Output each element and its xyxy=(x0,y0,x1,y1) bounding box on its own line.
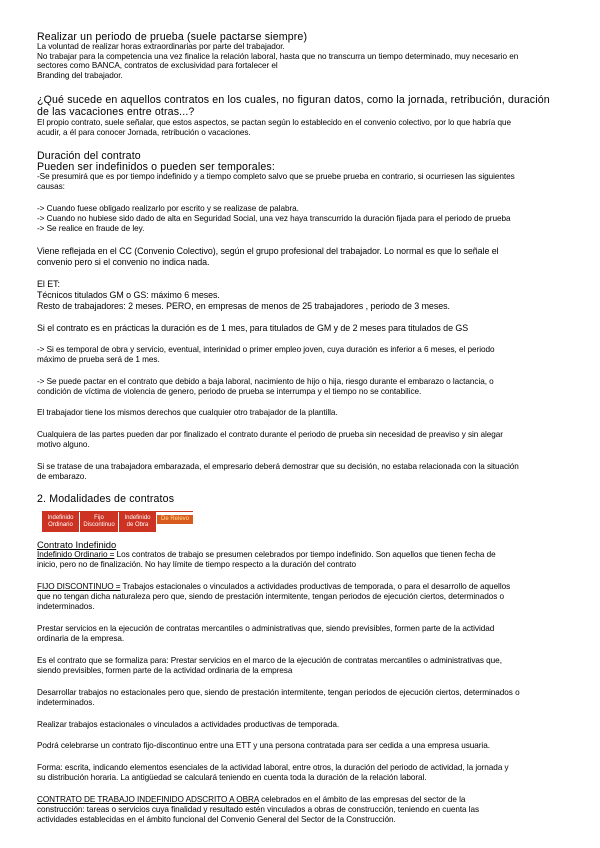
et-heading: El ET: xyxy=(37,279,60,289)
body-line: convenio pero si el convenio no indica nada. xyxy=(37,257,210,267)
list-item: condición de víctima de violencia de genero, periodo de prueba se interrumpa y el tiempo no se contabilice. xyxy=(37,387,422,396)
body-line: ordinaria de la empresa. xyxy=(37,634,125,643)
list-item: máximo de prueba será de 1 mes. xyxy=(37,355,160,364)
body-line: -Se presumirá que es por tiempo indefinido y a tiempo completo salvo que se pruebe prueba en contrario, si ocurriesen las siguientes xyxy=(37,172,515,181)
section-heading-modalidades: 2. Modalidades de contratos xyxy=(37,493,175,505)
body-line: Resto de trabajadores: 2 meses. PERO, en empresas de menos de 25 trabajadores , periodo de 3 meses. xyxy=(37,301,450,311)
body-line: sectores como BANCA, contratos de exclusividad para fortalecer el xyxy=(37,61,278,70)
section-heading-question: ¿Qué sucede en aquellos contratos en los cuales, no figuran datos, como la jornada, retribución, duración xyxy=(37,94,550,106)
body-line: FIJO DISCONTINUO = Trabajos estacionales o vinculados a actividades productivas de temporada, o para el desarrollo de aquellos xyxy=(37,582,511,591)
body-line: siendo previsibles, formen parte de la actividad ordinaria de la empresa xyxy=(37,666,293,675)
body-line: su distribución horaria. La antigüedad se calculará teniendo en cuenta toda la duración de la relación laboral. xyxy=(37,773,427,782)
body-line: Desarrollar trabajos no estacionales pero que, siendo de prestación intermitente, tengan periodos de ejecución ciertos, determinados o xyxy=(37,688,520,697)
body-line: El trabajador tiene los mismos derechos que cualquier otro trabajador de la plantilla. xyxy=(37,408,338,417)
body-line: que no tengan dicha naturaleza pero que, siendo de prestación intermitente, tengan periodos de ejecución ciertos, determinados o xyxy=(37,592,504,601)
body-line: actividades establecidas en el ámbito funcional del Convenio General del Sector de la Construcción. xyxy=(37,815,396,824)
body-line: Forma: escrita, indicando elementos esenciales de la actividad laboral, entre otros, la duración del periodo de actividad, la jornada y xyxy=(37,763,509,772)
body-line: Podrá celebrarse un contrato fijo-discontinuo entre una ETT y una persona contratada para ser cedida a una empresa usuaria. xyxy=(37,741,490,750)
body-line: Es el contrato que se formaliza para: Prestar servicios en el marco de la ejecución de contratas mercantiles o administrativas que, xyxy=(37,656,502,665)
body-line: CONTRATO DE TRABAJO INDEFINIDO ADSCRITO A OBRA celebrados en el ámbito de las empresas del sector de la xyxy=(37,795,466,804)
list-item: -> Cuando no hubiese sido dado de alta en Seguridad Social, una vez haya transcurrido la duración fijada para el periodo de prueba xyxy=(37,214,511,223)
body-line: No trabajar para la competencia una vez finalice la relación laboral, hasta que no transcurra un tiempo determinado, muy necesario en xyxy=(37,52,519,61)
body-line: Cualquiera de las partes pueden dar por finalizado el contrato durante el periodo de prueba sin necesidad de preaviso y sin alegar xyxy=(37,430,503,439)
chip-indefinido-ordinario: Indefinido Ordinario xyxy=(42,511,79,532)
list-item: -> Si es temporal de obra y servicio, eventual, interinidad o primer empleo joven, cuya duración es inferior a 6 meses, el periodo xyxy=(37,345,495,354)
section-heading-duracion: Duración del contrato xyxy=(37,150,141,162)
body-line: Si el contrato es en prácticas la duración es de 1 mes, para titulados de GM y de 2 meses para titulados de GS xyxy=(37,323,469,333)
body-line: indeterminados. xyxy=(37,602,95,611)
body-line: indeterminados. xyxy=(37,698,95,707)
list-item: -> Se realice en fraude de ley. xyxy=(37,224,145,233)
term-fijo-discontinuo: FIJO DISCONTINUO = xyxy=(37,582,121,591)
section-heading-question-cont: de las vacaciones entre otras...? xyxy=(37,106,195,118)
subheading-contrato-indefinido: Contrato Indefinido xyxy=(37,539,117,550)
body-line: El propio contrato, suele señalar, que estos aspectos, se pactan según lo establecido en el convenio colectivo, por lo que habría que xyxy=(37,118,511,127)
term-indefinido-obra: CONTRATO DE TRABAJO INDEFINIDO ADSCRITO A OBRA xyxy=(37,795,259,804)
body-line: acudir, a él para conocer Jornada, retribución o vacaciones. xyxy=(37,128,251,137)
body-line: causas: xyxy=(37,182,65,191)
body-line: Si se tratase de una trabajadora embarazada, el empresario deberá demostrar que su decisión, no estaba relacionada con la situación xyxy=(37,462,519,471)
body-line: Indefinido Ordinario = Los contratos de trabajo se presumen celebrados por tiempo indefinido. Son aquellos que tienen fecha de xyxy=(37,550,496,559)
chip-fijo-discontinuo: Fijo Discontinuo xyxy=(80,511,118,532)
body-line: construcción: tareas o servicios cuya finalidad y resultado estén vinculados a obras de construcción, teniendo en cuenta las xyxy=(37,805,480,814)
body-line: Técnicos titulados GM o GS: máximo 6 meses. xyxy=(37,290,220,300)
body-line: Viene reflejada en el CC (Convenio Colectivo), según el grupo profesional del trabajador. Lo normal es que lo señale el xyxy=(37,246,499,256)
body-line: Branding del trabajador. xyxy=(37,71,123,80)
body-line: La voluntad de realizar horas extraordinarias por parte del trabajador. xyxy=(37,42,285,51)
body-line: motivo alguno. xyxy=(37,440,90,449)
term-indefinido-ordinario: Indefinido Ordinario = xyxy=(37,550,115,559)
list-item: -> Se puede pactar en el contrato que debido a baja laboral, nacimiento de hijo o hija, riesgo durante el embarazo o lactancia, o xyxy=(37,377,494,386)
body-line: inicio, pero no de finalización. No hay límite de tiempo respecto a la duración del contrato xyxy=(37,560,356,569)
body-line: Realizar trabajos estacionales o vinculados a actividades productivas de temporada. xyxy=(37,720,340,729)
body-line: Prestar servicios en la ejecución de contratas mercantiles o administrativas que, siendo previsibles, formen parte de la actividad xyxy=(37,624,495,633)
section-heading-periodo-prueba: Realizar un periodo de prueba (suele pactarse siempre) xyxy=(37,31,308,43)
chip-de-relevo: De Relevo xyxy=(157,515,193,524)
body-line: de embarazo. xyxy=(37,472,87,481)
chip-indefinido-obra: Indefinido de Obra xyxy=(119,511,156,532)
list-item: -> Cuando fuese obligado realizarlo por escrito y se realizase de palabra. xyxy=(37,204,299,213)
section-subheading: Pueden ser indefinidos o pueden ser temporales: xyxy=(37,161,275,173)
